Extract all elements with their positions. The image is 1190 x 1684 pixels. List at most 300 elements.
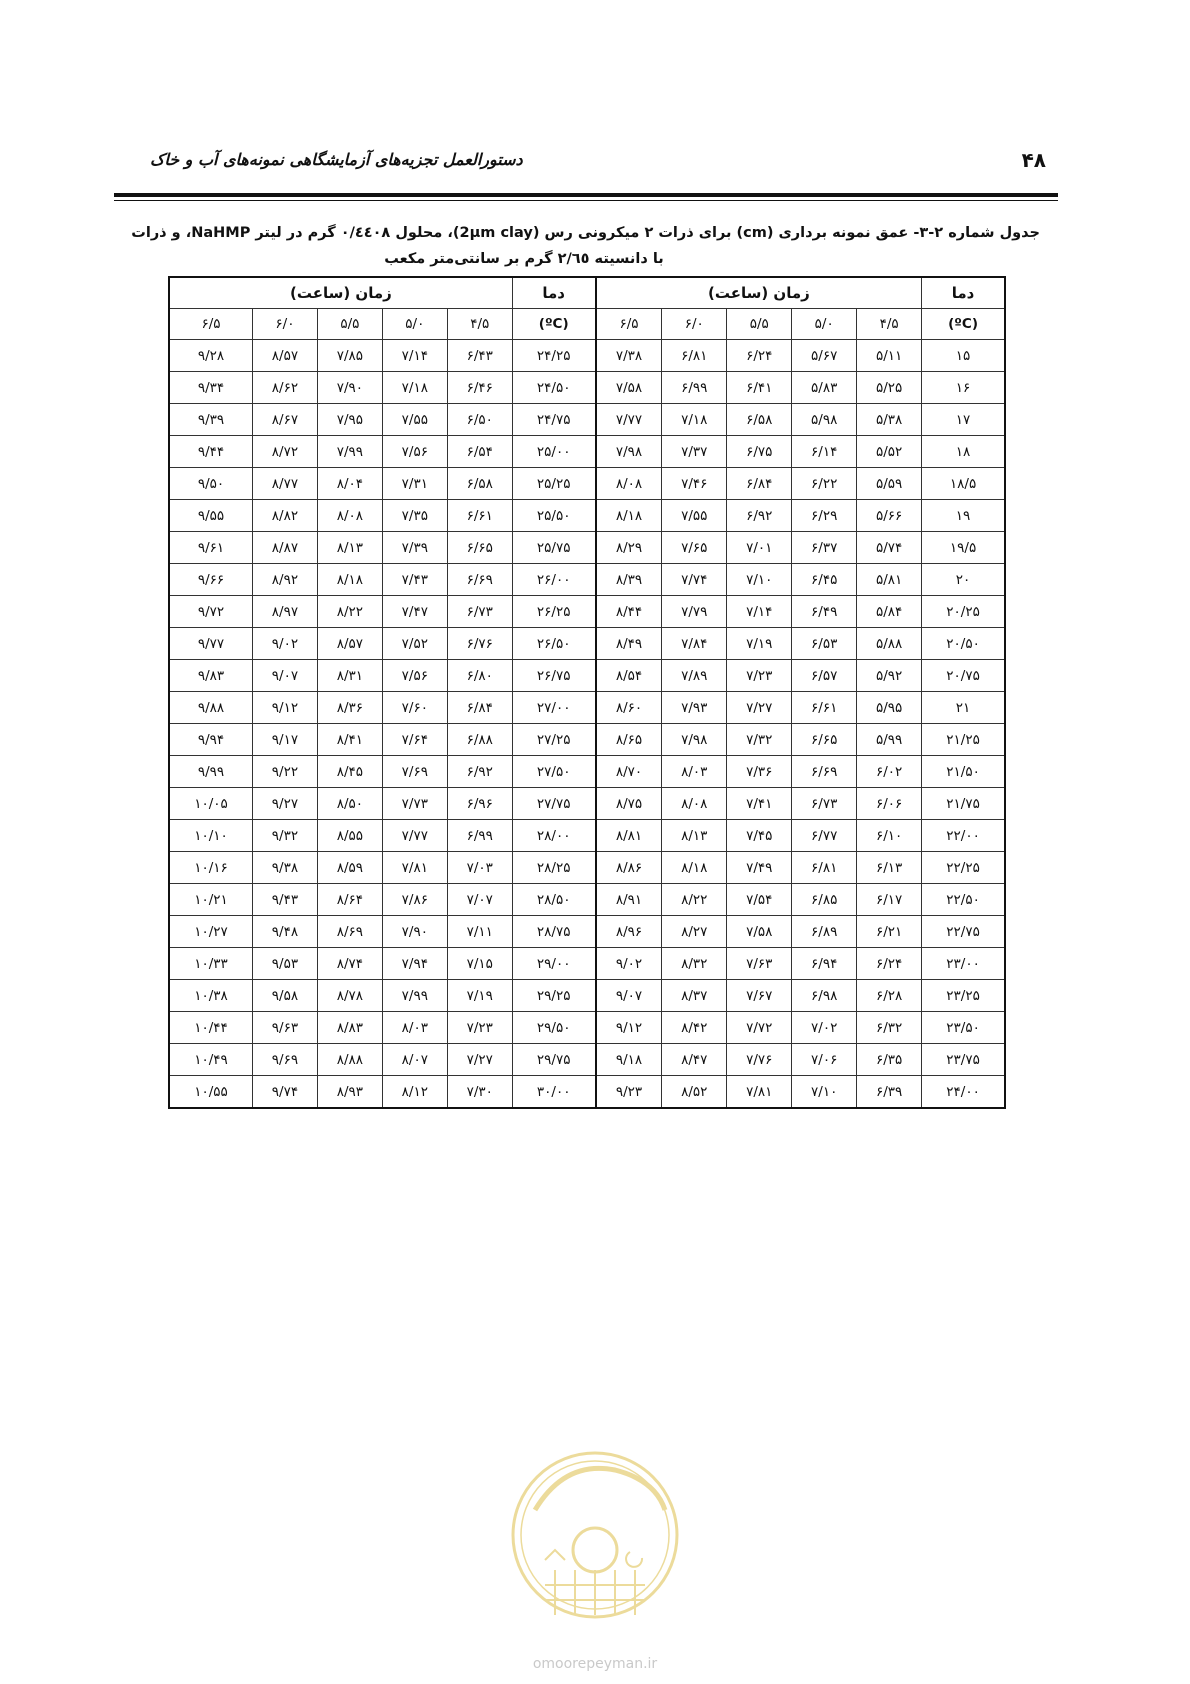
table-cell: ۶/۱۳	[857, 852, 922, 884]
table-cell: ۲۶/۰۰	[512, 564, 595, 596]
table-cell: ۸/۰۳	[382, 1012, 447, 1044]
table-cell: ۹/۵۵	[169, 500, 252, 532]
table-cell: ۵/۹۸	[792, 404, 857, 436]
time-col: ۶/۰	[662, 309, 727, 340]
table-cell: ۸/۹۳	[317, 1076, 382, 1109]
time-col: ۵/۵	[727, 309, 792, 340]
table-cell: ۷/۳۶	[727, 756, 792, 788]
table-cell: ۶/۷۵	[727, 436, 792, 468]
table-cell: ۷/۱۹	[727, 628, 792, 660]
table-cell: ۶/۹۲	[447, 756, 512, 788]
table-row	[169, 596, 1005, 628]
table-cell: ۷/۸۱	[382, 852, 447, 884]
table-cell: ۱۰/۵۵	[169, 1076, 252, 1109]
table-cell: ۶/۵۸	[727, 404, 792, 436]
table-row	[169, 628, 1005, 660]
table-cell: ۶/۳۹	[857, 1076, 922, 1109]
table-cell: ۲۸/۰۰	[512, 820, 595, 852]
table-row	[169, 1044, 1005, 1076]
temp-unit-1: (ºC)	[922, 309, 1005, 340]
table-cell: ۷/۱۴	[727, 596, 792, 628]
table-cell: ۷/۶۷	[727, 980, 792, 1012]
table-row	[169, 852, 1005, 884]
table-cell: ۵/۹۲	[857, 660, 922, 692]
table-cell: ۶/۲۴	[857, 948, 922, 980]
table-cell: ۷/۴۶	[662, 468, 727, 500]
table-cell: ۷/۷۴	[662, 564, 727, 596]
table-cell: ۷/۵۴	[727, 884, 792, 916]
table-row	[169, 404, 1005, 436]
table-cell: ۷/۹۵	[317, 404, 382, 436]
table-cell: ۵/۸۴	[857, 596, 922, 628]
table-row	[169, 660, 1005, 692]
table-cell: ۷/۳۹	[382, 532, 447, 564]
table-cell: ۸/۴۵	[317, 756, 382, 788]
caption-line-1: جدول شماره ۲-۳- عمق نمونه برداری (cm) برای ذرات ۲ میکرونی رس (2µm clay)، محلول ۰/٤٤٠٨ گرم در لیتر NaHMP، و ذرات	[131, 225, 1040, 241]
table-cell: ۹/۲۳	[596, 1076, 662, 1109]
table-cell: ۶/۲۸	[857, 980, 922, 1012]
table-cell: ۶/۹۶	[447, 788, 512, 820]
table-cell: ۸/۲۷	[662, 916, 727, 948]
table-cell: ۷/۱۰	[792, 1076, 857, 1109]
table-cell: ۸/۳۶	[317, 692, 382, 724]
table-row	[169, 724, 1005, 756]
table-cell: ۸/۸۳	[317, 1012, 382, 1044]
table-cell: ۶/۶۱	[792, 692, 857, 724]
table-cell: ۶/۷۳	[447, 596, 512, 628]
table-cell: ۲۸/۲۵	[512, 852, 595, 884]
table-cell: ۹/۳۹	[169, 404, 252, 436]
table-cell: ۸/۳۹	[596, 564, 662, 596]
table-row	[169, 532, 1005, 564]
table-cell: ۷/۹۹	[382, 980, 447, 1012]
table-cell: ۵/۵۲	[857, 436, 922, 468]
time-col: ۶/۵	[596, 309, 662, 340]
table-cell: ۷/۸۴	[662, 628, 727, 660]
table-cell: ۹/۰۲	[252, 628, 317, 660]
table-cell: ۶/۲۲	[792, 468, 857, 500]
table-cell: ۸/۰۸	[317, 500, 382, 532]
table-cell: ۸/۵۴	[596, 660, 662, 692]
table-cell: ۲۹/۷۵	[512, 1044, 595, 1076]
table-cell: ۱۸/۵	[922, 468, 1005, 500]
table-cell: ۸/۱۳	[662, 820, 727, 852]
table-cell: ۷/۶۵	[662, 532, 727, 564]
table-row	[169, 820, 1005, 852]
table-cell: ۱۰/۳۳	[169, 948, 252, 980]
table-cell: ۷/۱۵	[447, 948, 512, 980]
caption-line-2: با دانسیته ۲/٦٥ گرم بر سانتی‌متر مکعب	[384, 251, 664, 267]
table-cell: ۱۹	[922, 500, 1005, 532]
table-cell: ۷/۰۶	[792, 1044, 857, 1076]
table-cell: ۷/۱۹	[447, 980, 512, 1012]
table-cell: ۶/۱۴	[792, 436, 857, 468]
table-cell: ۹/۹۴	[169, 724, 252, 756]
table-cell: ۹/۰۷	[252, 660, 317, 692]
table-cell: ۸/۲۹	[596, 532, 662, 564]
table-cell: ۵/۸۱	[857, 564, 922, 596]
table-cell: ۲۲/۵۰	[922, 884, 1005, 916]
table-cell: ۷/۶۹	[382, 756, 447, 788]
table-cell: ۱۰/۳۸	[169, 980, 252, 1012]
table-cell: ۷/۱۴	[382, 340, 447, 372]
table-cell: ۶/۳۵	[857, 1044, 922, 1076]
table-row	[169, 884, 1005, 916]
table-cell: ۹/۱۷	[252, 724, 317, 756]
table-cell: ۸/۵۷	[317, 628, 382, 660]
table-cell: ۲۳/۷۵	[922, 1044, 1005, 1076]
table-cell: ۸/۷۸	[317, 980, 382, 1012]
time-header-1: زمان (ساعت)	[596, 277, 922, 309]
table-cell: ۵/۸۸	[857, 628, 922, 660]
table-cell: ۶/۱۰	[857, 820, 922, 852]
table-cell: ۶/۴۵	[792, 564, 857, 596]
temp-header-2: دما	[512, 277, 595, 309]
table-cell: ۶/۶۵	[792, 724, 857, 756]
table-cell: ۷/۷۷	[596, 404, 662, 436]
table-cell: ۶/۳۷	[792, 532, 857, 564]
table-row	[169, 916, 1005, 948]
page-header	[150, 140, 1046, 180]
table-cell: ۲۰	[922, 564, 1005, 596]
table-cell: ۲۰/۷۵	[922, 660, 1005, 692]
table-cell: ۱۹/۵	[922, 532, 1005, 564]
table-cell: ۸/۶۹	[317, 916, 382, 948]
table-cell: ۶/۵۷	[792, 660, 857, 692]
table-cell: ۵/۶۷	[792, 340, 857, 372]
table-cell: ۹/۴۸	[252, 916, 317, 948]
table-cell: ۸/۳۷	[662, 980, 727, 1012]
table-body	[169, 340, 1005, 1109]
table-cell: ۲۹/۲۵	[512, 980, 595, 1012]
table-cell: ۲۹/۵۰	[512, 1012, 595, 1044]
time-col: ۵/۰	[382, 309, 447, 340]
table-cell: ۷/۶۰	[382, 692, 447, 724]
table-cell: ۶/۹۸	[792, 980, 857, 1012]
time-col: ۴/۵	[857, 309, 922, 340]
table-cell: ۷/۲۳	[727, 660, 792, 692]
table-cell: ۲۶/۵۰	[512, 628, 595, 660]
table-row	[169, 980, 1005, 1012]
table-cell: ۷/۸۵	[317, 340, 382, 372]
table-cell: ۷/۸۹	[662, 660, 727, 692]
table-cell: ۷/۵۲	[382, 628, 447, 660]
table-cell: ۵/۵۹	[857, 468, 922, 500]
table-cell: ۲۰/۲۵	[922, 596, 1005, 628]
table-cell: ۹/۲۸	[169, 340, 252, 372]
table-cell: ۷/۴۵	[727, 820, 792, 852]
header-rule-thin	[114, 200, 1058, 201]
table-cell: ۲۴/۰۰	[922, 1076, 1005, 1109]
table-cell: ۷/۹۰	[382, 916, 447, 948]
page-number: ۴۸	[1021, 148, 1046, 172]
table-cell: ۷/۴۷	[382, 596, 447, 628]
table-cell: ۱۵	[922, 340, 1005, 372]
table-cell: ۷/۷۹	[662, 596, 727, 628]
table-cell: ۲۱/۵۰	[922, 756, 1005, 788]
table-cell: ۹/۵۸	[252, 980, 317, 1012]
table-cell: ۸/۸۱	[596, 820, 662, 852]
table-cell: ۶/۶۱	[447, 500, 512, 532]
table-cell: ۷/۹۰	[317, 372, 382, 404]
time-col: ۶/۵	[169, 309, 252, 340]
table-cell: ۷/۹۸	[662, 724, 727, 756]
table-cell: ۱۰/۰۵	[169, 788, 252, 820]
table-cell: ۸/۰۴	[317, 468, 382, 500]
table-cell: ۶/۰۲	[857, 756, 922, 788]
table-cell: ۵/۱۱	[857, 340, 922, 372]
table-cell: ۷/۵۶	[382, 436, 447, 468]
table-cell: ۶/۹۹	[662, 372, 727, 404]
table-cell: ۶/۹۲	[727, 500, 792, 532]
table-cell: ۷/۵۸	[596, 372, 662, 404]
table-cell: ۹/۱۲	[252, 692, 317, 724]
table-cell: ۸/۴۷	[662, 1044, 727, 1076]
table-cell: ۷/۵۸	[727, 916, 792, 948]
table-cell: ۶/۶۵	[447, 532, 512, 564]
table-cell: ۶/۰۶	[857, 788, 922, 820]
table-cell: ۹/۷۷	[169, 628, 252, 660]
table-cell: ۶/۸۴	[727, 468, 792, 500]
time-header-2: زمان (ساعت)	[169, 277, 512, 309]
table-header-row-1	[169, 277, 1005, 309]
table-cell: ۶/۵۳	[792, 628, 857, 660]
table-cell: ۸/۵۹	[317, 852, 382, 884]
table-cell: ۸/۱۸	[596, 500, 662, 532]
table-cell: ۲۷/۵۰	[512, 756, 595, 788]
table-cell: ۲۶/۷۵	[512, 660, 595, 692]
table-cell: ۱۰/۲۱	[169, 884, 252, 916]
table-cell: ۹/۵۳	[252, 948, 317, 980]
table-cell: ۸/۷۴	[317, 948, 382, 980]
table-cell: ۲۵/۲۵	[512, 468, 595, 500]
table-cell: ۷/۵۵	[382, 404, 447, 436]
table-cell: ۱۰/۲۷	[169, 916, 252, 948]
table-cell: ۲۳/۰۰	[922, 948, 1005, 980]
table-cell: ۷/۳۷	[662, 436, 727, 468]
table-cell: ۹/۵۰	[169, 468, 252, 500]
table-cell: ۶/۸۵	[792, 884, 857, 916]
table-cell: ۲۴/۵۰	[512, 372, 595, 404]
table-cell: ۱۰/۱۰	[169, 820, 252, 852]
table-cell: ۷/۵۶	[382, 660, 447, 692]
table-cell: ۶/۷۳	[792, 788, 857, 820]
table-header-row-2	[169, 309, 1005, 340]
table-cell: ۷/۹۸	[596, 436, 662, 468]
table-cell: ۷/۶۴	[382, 724, 447, 756]
table-cell: ۹/۶۱	[169, 532, 252, 564]
table-cell: ۶/۵۰	[447, 404, 512, 436]
table-cell: ۸/۷۲	[252, 436, 317, 468]
table-cell: ۱۰/۴۹	[169, 1044, 252, 1076]
table-cell: ۲۹/۰۰	[512, 948, 595, 980]
table-cell: ۶/۳۲	[857, 1012, 922, 1044]
table-cell: ۷/۴۳	[382, 564, 447, 596]
table-row	[169, 340, 1005, 372]
table-row	[169, 500, 1005, 532]
temp-header-1: دما	[922, 277, 1005, 309]
table-cell: ۶/۲۴	[727, 340, 792, 372]
table-cell: ۹/۳۲	[252, 820, 317, 852]
table-row	[169, 436, 1005, 468]
table-cell: ۷/۲۳	[447, 1012, 512, 1044]
table-row	[169, 1012, 1005, 1044]
publisher-logo-watermark	[505, 1440, 685, 1650]
table-cell: ۶/۸۱	[792, 852, 857, 884]
table-cell: ۹/۳۸	[252, 852, 317, 884]
table-cell: ۹/۱۲	[596, 1012, 662, 1044]
table-cell: ۷/۰۱	[727, 532, 792, 564]
table-cell: ۵/۹۹	[857, 724, 922, 756]
table-cell: ۹/۶۹	[252, 1044, 317, 1076]
table-cell: ۹/۶۶	[169, 564, 252, 596]
table-cell: ۷/۳۵	[382, 500, 447, 532]
table-cell: ۸/۴۱	[317, 724, 382, 756]
time-col: ۵/۵	[317, 309, 382, 340]
table-cell: ۲۵/۵۰	[512, 500, 595, 532]
table-cell: ۷/۳۰	[447, 1076, 512, 1109]
table-cell: ۱۸	[922, 436, 1005, 468]
time-col: ۵/۰	[792, 309, 857, 340]
table-cell: ۶/۶۹	[447, 564, 512, 596]
table-cell: ۲۱/۲۵	[922, 724, 1005, 756]
table-cell: ۹/۳۴	[169, 372, 252, 404]
table-cell: ۶/۸۱	[662, 340, 727, 372]
table-cell: ۶/۶۹	[792, 756, 857, 788]
table-cell: ۲۸/۷۵	[512, 916, 595, 948]
table-cell: ۸/۱۳	[317, 532, 382, 564]
temp-unit-2: (ºC)	[512, 309, 595, 340]
table-row	[169, 692, 1005, 724]
time-col: ۶/۰	[252, 309, 317, 340]
table-cell: ۸/۲۲	[317, 596, 382, 628]
table-cell: ۱۶	[922, 372, 1005, 404]
table-cell: ۸/۶۷	[252, 404, 317, 436]
table-cell: ۹/۲۲	[252, 756, 317, 788]
table-cell: ۹/۴۳	[252, 884, 317, 916]
table-cell: ۸/۴۲	[662, 1012, 727, 1044]
table-cell: ۷/۳۱	[382, 468, 447, 500]
table-cell: ۸/۵۵	[317, 820, 382, 852]
table-cell: ۵/۶۶	[857, 500, 922, 532]
table-cell: ۹/۰۷	[596, 980, 662, 1012]
table-cell: ۶/۸۴	[447, 692, 512, 724]
table-cell: ۸/۱۲	[382, 1076, 447, 1109]
table-cell: ۷/۸۶	[382, 884, 447, 916]
table-row	[169, 372, 1005, 404]
table-cell: ۶/۲۱	[857, 916, 922, 948]
table-cell: ۲۰/۵۰	[922, 628, 1005, 660]
table-cell: ۵/۳۸	[857, 404, 922, 436]
table-cell: ۹/۹۹	[169, 756, 252, 788]
table-cell: ۱۷	[922, 404, 1005, 436]
table-cell: ۸/۴۴	[596, 596, 662, 628]
table-cell: ۸/۳۲	[662, 948, 727, 980]
table-cell: ۹/۶۳	[252, 1012, 317, 1044]
table-cell: ۹/۸۳	[169, 660, 252, 692]
table-caption	[128, 220, 1040, 272]
watermark-site: omoorepeyman.ir	[532, 1656, 658, 1672]
table-row	[169, 564, 1005, 596]
table-cell: ۸/۵۷	[252, 340, 317, 372]
table-cell: ۲۴/۷۵	[512, 404, 595, 436]
table-cell: ۸/۸۸	[317, 1044, 382, 1076]
table-cell: ۲۷/۲۵	[512, 724, 595, 756]
table-cell: ۶/۹۹	[447, 820, 512, 852]
table-cell: ۷/۴۱	[727, 788, 792, 820]
table-cell: ۸/۰۸	[662, 788, 727, 820]
table-cell: ۷/۱۸	[662, 404, 727, 436]
table-row	[169, 1076, 1005, 1109]
table-cell: ۶/۴۶	[447, 372, 512, 404]
table-cell: ۶/۵۴	[447, 436, 512, 468]
table-cell: ۷/۸۱	[727, 1076, 792, 1109]
table-cell: ۲۲/۰۰	[922, 820, 1005, 852]
table-cell: ۸/۳۱	[317, 660, 382, 692]
table-cell: ۸/۸۷	[252, 532, 317, 564]
table-cell: ۷/۶۳	[727, 948, 792, 980]
running-title: دستورالعمل تجزیه‌های آزمایشگاهی نمونه‌های آب و خاک	[150, 150, 523, 169]
table-cell: ۷/۷۳	[382, 788, 447, 820]
table-cell: ۶/۸۸	[447, 724, 512, 756]
table-cell: ۹/۷۴	[252, 1076, 317, 1109]
table-cell: ۸/۶۵	[596, 724, 662, 756]
table-cell: ۲۳/۲۵	[922, 980, 1005, 1012]
table-cell: ۷/۳۸	[596, 340, 662, 372]
table-cell: ۸/۵۰	[317, 788, 382, 820]
table-cell: ۲۸/۵۰	[512, 884, 595, 916]
table-cell: ۷/۹۳	[662, 692, 727, 724]
table-cell: ۷/۲۷	[727, 692, 792, 724]
table-cell: ۷/۱۸	[382, 372, 447, 404]
table-cell: ۵/۲۵	[857, 372, 922, 404]
table-cell: ۸/۱۸	[317, 564, 382, 596]
table-cell: ۸/۹۷	[252, 596, 317, 628]
table-cell: ۸/۹۱	[596, 884, 662, 916]
table-cell: ۸/۸۶	[596, 852, 662, 884]
table-cell: ۲۵/۰۰	[512, 436, 595, 468]
table-cell: ۸/۴۹	[596, 628, 662, 660]
table-cell: ۶/۷۶	[447, 628, 512, 660]
table-cell: ۲۲/۷۵	[922, 916, 1005, 948]
table-row	[169, 468, 1005, 500]
table-cell: ۶/۴۱	[727, 372, 792, 404]
header-rule-thick	[114, 193, 1058, 197]
table-cell: ۲۱/۷۵	[922, 788, 1005, 820]
table-row	[169, 788, 1005, 820]
table-cell: ۷/۹۴	[382, 948, 447, 980]
table-cell: ۹/۱۸	[596, 1044, 662, 1076]
table-cell: ۲۷/۰۰	[512, 692, 595, 724]
table-cell: ۹/۰۲	[596, 948, 662, 980]
sampling-depth-table	[168, 276, 1006, 1109]
table-cell: ۸/۰۷	[382, 1044, 447, 1076]
table-cell: ۸/۶۰	[596, 692, 662, 724]
table-cell: ۸/۷۵	[596, 788, 662, 820]
table-cell: ۸/۸۲	[252, 500, 317, 532]
table-cell: ۱۰/۴۴	[169, 1012, 252, 1044]
table-cell: ۳۰/۰۰	[512, 1076, 595, 1109]
table-cell: ۸/۵۲	[662, 1076, 727, 1109]
table-cell: ۸/۷۰	[596, 756, 662, 788]
table-cell: ۷/۲۷	[447, 1044, 512, 1076]
table-cell: ۲۵/۷۵	[512, 532, 595, 564]
table-cell: ۸/۰۸	[596, 468, 662, 500]
table-cell: ۸/۶۴	[317, 884, 382, 916]
table-cell: ۵/۸۳	[792, 372, 857, 404]
table-cell: ۲۷/۷۵	[512, 788, 595, 820]
table-cell: ۲۶/۲۵	[512, 596, 595, 628]
